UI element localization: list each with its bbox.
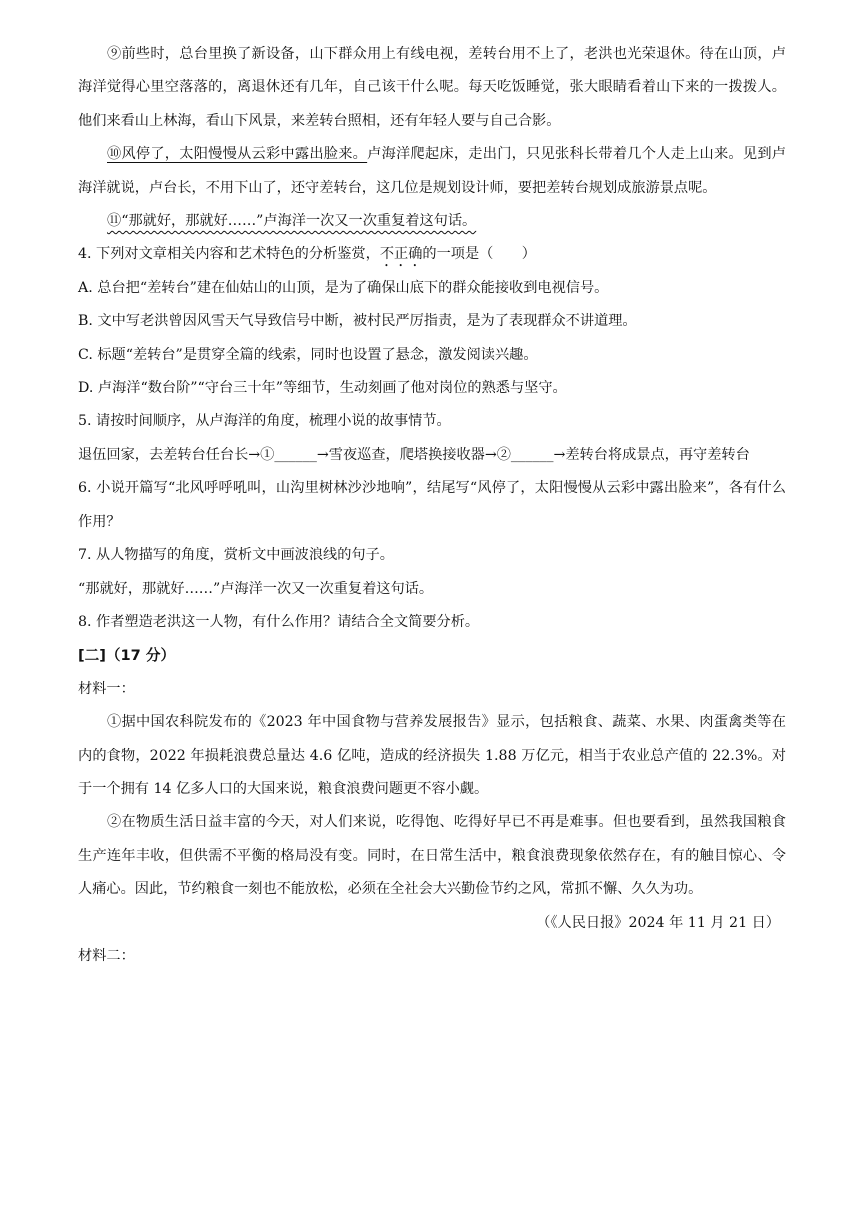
option-c: C. 标题“差转台”是贯穿全篇的线索，同时也设置了悬念，激发阅读兴趣。 — [78, 346, 538, 363]
wavy-underlined-sentence: ⑪“那就好，那就好……”卢海洋一次又一次重复着这句话。 — [107, 213, 477, 230]
question-8: 8. 作者塑造老洪这一人物，有什么作用？请结合全文简要分析。 — [78, 613, 480, 630]
question-6: 6. 小说开篇写“北风呼呼吼叫，山沟里树林沙沙地响”，结尾写“风停了，太阳慢慢从云彩中露出脸来”，各有什么作用？ — [78, 480, 786, 530]
document-page — [78, 38, 786, 973]
emphasized-word: 不正确 — [379, 246, 423, 263]
option-b: B. 文中写老洪曾因风雪天气导致信号中断，被村民严厉指责，是为了表现群众不讲道理。 — [78, 313, 637, 330]
material-2-label: 材料二： — [78, 947, 135, 964]
section-2-heading: [二]（17 分） — [78, 647, 176, 665]
underlined-sentence: ⑩风停了，太阳慢慢从云彩中露出脸来。 — [107, 146, 368, 163]
question-4-tail: 的一项是（ ） — [422, 246, 536, 263]
paragraph-10-rest: 卢海洋爬起床，走出门，只见张科长带着几个人走上山来。见到卢海洋就说，卢台长，不用下山了，还守差转台，这几位是规划设计师，要把差转台规划成旅游景点呢。 — [78, 146, 786, 196]
question-4 — [78, 238, 786, 271]
question-7: 7. 从人物描写的角度，赏析文中画波浪线的句子。 — [78, 547, 394, 564]
material-1-label: 材料一： — [78, 680, 135, 697]
story-paragraph-10 — [78, 138, 786, 205]
question-7-quote: “那就好，那就好……”卢海洋一次又一次重复着这句话。 — [78, 580, 434, 597]
material-1-source: （《人民日报》2024 年 11 月 21 日） — [536, 914, 780, 931]
question-4-stem: 4. 下列对文章相关内容和艺术特色的分析鉴赏， — [78, 246, 380, 263]
story-paragraph-9: ⑨前些时，总台里换了新设备，山下群众用上有线电视，差转台用不上了，老洪也光荣退休。待在山顶，卢海洋觉得心里空落落的，离退休还有几年，自己该干什么呢。每天吃饭睡觉，张大眼睛看着山下来的一拨拨人。他们来看山上林海，看山下风景，来差转台照相，还有年轻人要与自己合影。 — [78, 46, 786, 129]
material-1-paragraph-1: ①据中国农科院发布的《2023 年中国食物与营养发展报告》显示，包括粮食、蔬菜、水果、肉蛋禽类等在内的食物，2022 年损耗浪费总量达 4.6 亿吨，造成的经济损失 1.88 万亿元，相当于农业总产值的 22.3%。对于一个拥有 14 亿多人口的大国来说，粮食浪费问题更不容小觑。 — [78, 714, 786, 797]
option-a: A. 总台把“差转台”建在仙姑山的山顶，是为了确保山底下的群众能接收到电视信号。 — [78, 279, 609, 296]
question-5-plot-flow: 退伍回家，去差转台任台长→①______→雪夜巡查，爬塔换接收器→②______→差转台将成景点，再守差转台 — [78, 446, 750, 463]
question-5: 5. 请按时间顺序，从卢海洋的角度，梳理小说的故事情节。 — [78, 413, 451, 430]
option-d: D. 卢海洋“数台阶”“守台三十年”等细节，生动刻画了他对岗位的熟悉与坚守。 — [78, 380, 567, 397]
story-paragraph-11 — [78, 205, 786, 238]
material-1-paragraph-2: ②在物质生活日益丰富的今天，对人们来说，吃得饱、吃得好早已不再是难事。但也要看到，虽然我国粮食生产连年丰收，但供需不平衡的格局没有变。同时，在日常生活中，粮食浪费现象依然存在，有的触目惊心、令人痛心。因此，节约粮食一刻也不能放松，必须在全社会大兴勤俭节约之风，常抓不懈、久久为功。 — [78, 814, 786, 898]
